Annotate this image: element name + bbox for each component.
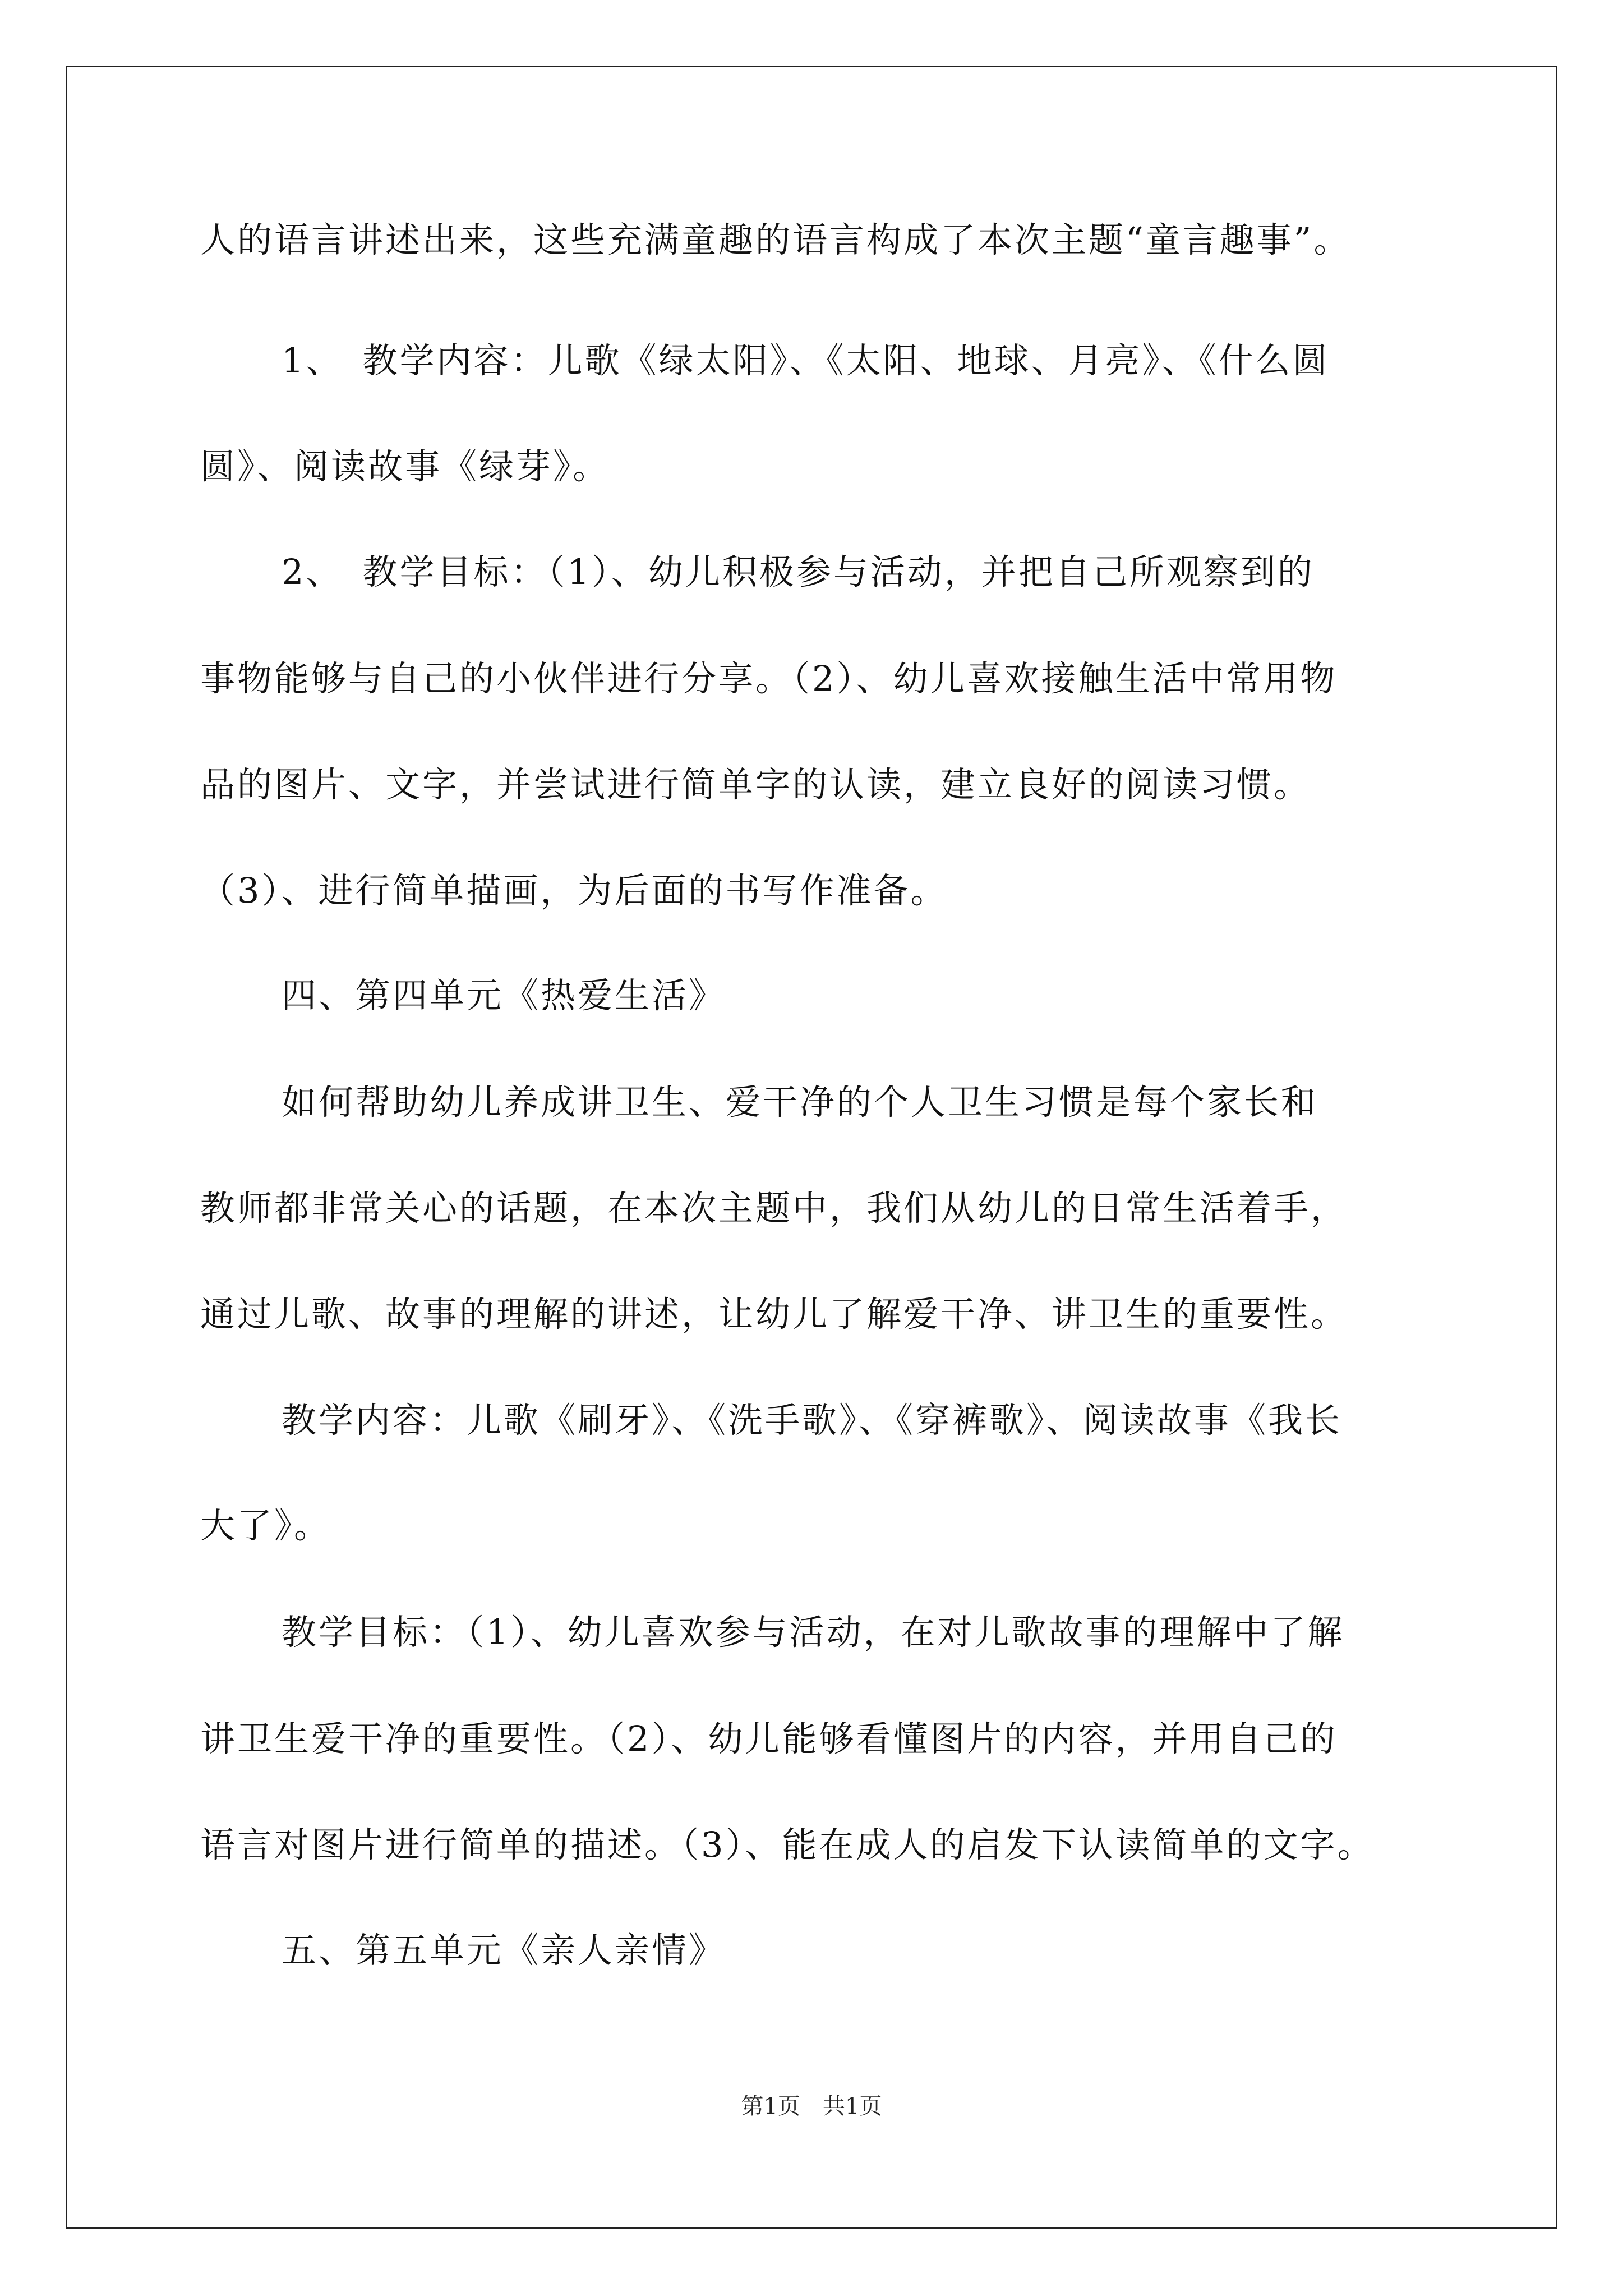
paragraph-line: 教学目标：（1）、幼儿喜欢参与活动，在对儿歌故事的理解中了解 [282, 1612, 1345, 1653]
page-border [66, 66, 1557, 2229]
paragraph-line: 教师都非常关心的话题，在本次主题中，我们从幼儿的日常生活着手， [200, 1188, 1348, 1228]
paragraph-line: 如何帮助幼儿养成讲卫生、爱干净的个人卫生习惯是每个家长和 [282, 1082, 1318, 1122]
paragraph-line: 1、 教学内容：儿歌《绿太阳》、《太阳、地球、月亮》、《什么圆 [282, 340, 1330, 381]
paragraph-line: 大了》。 [200, 1505, 331, 1546]
paragraph-line: 讲卫生爱干净的重要性。（2）、幼儿能够看懂图片的内容，并用自己的 [200, 1718, 1338, 1759]
paragraph-line: 通过儿歌、故事的理解的讲述，让幼儿了解爱干净、讲卫生的重要性。 [200, 1294, 1348, 1335]
paragraph-line: 语言对图片进行简单的描述。（3）、能在成人的启发下认读简单的文字。 [200, 1824, 1375, 1865]
paragraph-line: 教学内容：儿歌《刷牙》、《洗手歌》、《穿裤歌》、阅读故事《我长 [282, 1400, 1343, 1441]
section-heading: 四、第四单元《热爱生活》 [282, 975, 726, 1016]
paragraph-line: 品的图片、文字，并尝试进行简单字的认读，建立良好的阅读习惯。 [200, 764, 1311, 805]
page-footer: 第1页 共1页 [741, 2093, 882, 2119]
paragraph-line: 2、 教学目标：（1）、幼儿积极参与活动，并把自己所观察到的 [282, 551, 1315, 592]
paragraph-line: 人的语言讲述出来，这些充满童趣的语言构成了本次主题“童言趣事”。 [200, 219, 1351, 260]
section-heading: 五、第五单元《亲人亲情》 [282, 1930, 726, 1971]
paragraph-line: （3）、进行简单描画，为后面的书写作准备。 [200, 870, 948, 911]
paragraph-line: 圆》、阅读故事《绿芽》。 [200, 446, 610, 487]
paragraph-line: 事物能够与自己的小伙伴进行分享。（2）、幼儿喜欢接触生活中常用物 [200, 658, 1338, 699]
